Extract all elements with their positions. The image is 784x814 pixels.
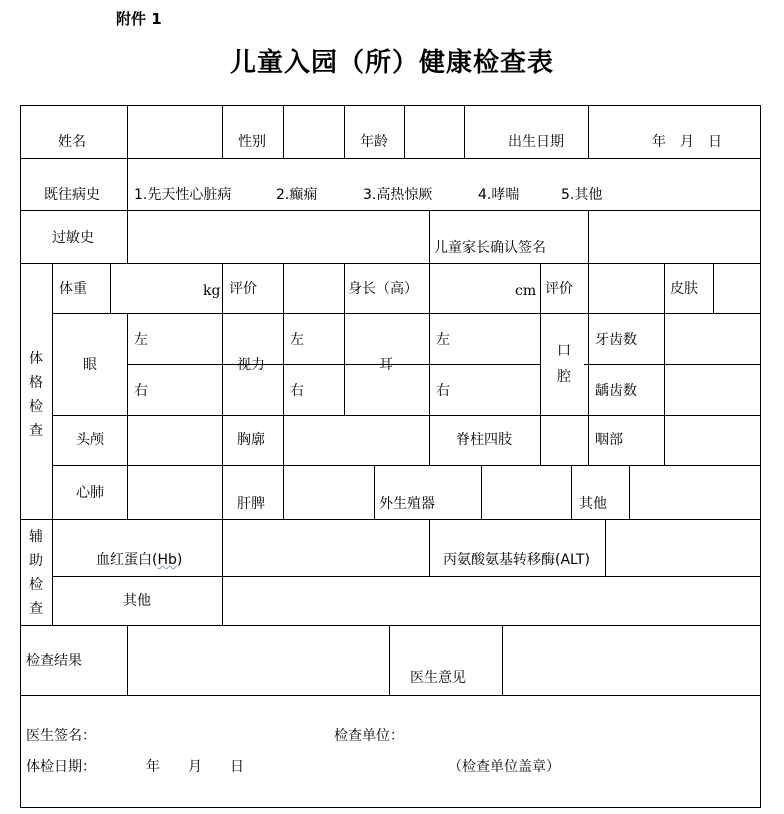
hemoglobin-label: 血红蛋白(Hb)	[96, 552, 183, 568]
col-divider	[429, 210, 430, 263]
eye-label: 眼	[83, 357, 97, 373]
stamp-label: （检查单位盖章）	[448, 759, 560, 775]
caries-count-label: 龋齿数	[595, 383, 637, 399]
name-label: 姓名	[58, 134, 86, 150]
row-divider	[127, 364, 540, 365]
col-divider	[464, 105, 465, 158]
height-eval-label: 评价	[545, 281, 573, 297]
row-divider	[20, 519, 761, 520]
col-divider	[222, 313, 223, 415]
history-option: 2.癫痫	[276, 187, 318, 203]
form-title: 儿童入园（所）健康检查表	[229, 48, 554, 78]
col-divider	[127, 158, 128, 210]
col-divider	[588, 313, 589, 415]
spine-limbs-label: 脊柱四肢	[456, 432, 512, 448]
col-divider	[481, 465, 482, 519]
gender-label: 性别	[238, 134, 266, 150]
col-divider	[222, 415, 223, 465]
col-divider	[283, 313, 284, 415]
col-divider	[222, 576, 223, 625]
col-divider	[389, 625, 390, 695]
col-divider	[588, 263, 589, 313]
col-divider	[344, 263, 345, 313]
col-divider	[588, 415, 589, 465]
heart-lung-label: 心肺	[76, 485, 104, 501]
col-divider	[344, 105, 345, 158]
age-label: 年龄	[360, 134, 388, 150]
col-divider	[283, 105, 284, 158]
teeth-count-label: 牙齿数	[595, 332, 637, 348]
col-divider	[374, 465, 375, 519]
vision-label: 视力	[237, 357, 265, 373]
history-option: 5.其他	[561, 187, 603, 203]
alt-label: 丙氨酸氨基转移酶(ALT)	[443, 552, 590, 568]
col-divider	[127, 625, 128, 695]
liver-spleen-label: 肝脾	[237, 496, 265, 512]
vision-right-label: 右	[290, 383, 304, 399]
ear-right-label: 右	[436, 383, 450, 399]
col-divider	[588, 105, 589, 158]
col-divider	[52, 263, 53, 625]
col-divider	[222, 519, 223, 576]
auxiliary-exam-section-label: 辅 助 检 查	[29, 529, 43, 617]
history-option: 1.先天性心脏病	[134, 187, 232, 203]
col-divider	[127, 105, 128, 158]
exam-date-label: 体检日期：	[26, 759, 96, 775]
row-divider	[584, 364, 761, 365]
row-divider	[20, 625, 761, 626]
history-option: 4.哮喘	[478, 187, 520, 203]
row-divider	[20, 263, 761, 264]
row-divider	[20, 210, 761, 211]
exam-result-label: 检查结果	[26, 653, 82, 669]
col-divider	[429, 415, 430, 465]
ear-left-label: 左	[436, 332, 450, 348]
exam-date-format: 年 月 日	[146, 759, 244, 775]
col-divider	[127, 415, 128, 465]
vision-left-label: 左	[290, 332, 304, 348]
col-divider	[429, 519, 430, 576]
col-divider	[713, 263, 714, 313]
physical-exam-section-label: 体 格 检 查	[29, 351, 43, 439]
row-divider	[20, 695, 761, 696]
col-divider	[127, 210, 128, 263]
col-divider	[429, 313, 430, 415]
col-divider	[344, 313, 345, 415]
col-divider	[222, 465, 223, 519]
ear-label: 耳	[379, 357, 393, 373]
col-divider	[664, 263, 665, 313]
row-divider	[52, 415, 761, 416]
col-divider	[629, 465, 630, 519]
col-divider	[588, 210, 589, 263]
birth-date-format: 年 月 日	[652, 134, 722, 150]
col-divider	[283, 263, 284, 313]
parent-sign-label: 儿童家长确认签名	[434, 240, 546, 256]
row-divider	[52, 465, 761, 466]
attachment-label: 附件 1	[116, 10, 162, 28]
col-divider	[222, 105, 223, 158]
head-label: 头颅	[76, 432, 104, 448]
col-divider	[127, 465, 128, 519]
allergy-label: 过敏史	[52, 230, 94, 246]
health-check-form	[20, 105, 761, 808]
genital-label: 外生殖器	[379, 496, 435, 512]
col-divider	[664, 313, 665, 415]
col-divider	[404, 105, 405, 158]
weight-label: 体重	[59, 281, 87, 297]
col-divider	[664, 415, 665, 465]
height-label: 身长（高）	[348, 281, 418, 297]
pharynx-label: 咽部	[595, 432, 623, 448]
col-divider	[283, 415, 284, 465]
col-divider	[605, 519, 606, 576]
chest-label: 胸廓	[237, 432, 265, 448]
birth-date-label: 出生日期	[508, 134, 564, 150]
doctor-signature-label: 医生签名：	[26, 728, 96, 744]
other-auxiliary-label: 其他	[123, 593, 151, 609]
col-divider	[429, 263, 430, 313]
skin-label: 皮肤	[670, 281, 698, 297]
weight-eval-label: 评价	[229, 281, 257, 297]
other-physical-label: 其他	[579, 496, 607, 512]
mouth-label: 口 腔	[557, 343, 571, 385]
row-divider	[52, 576, 761, 577]
col-divider	[502, 625, 503, 695]
col-divider	[571, 465, 572, 519]
history-label: 既往病史	[44, 187, 100, 203]
col-divider	[540, 313, 541, 415]
col-divider	[222, 263, 223, 313]
height-unit: cm	[515, 283, 537, 299]
row-divider	[20, 158, 761, 159]
col-divider	[540, 263, 541, 313]
col-divider	[540, 415, 541, 465]
eye-left-label: 左	[134, 332, 148, 348]
col-divider	[127, 313, 128, 415]
eye-right-label: 右	[134, 383, 148, 399]
history-option: 3.高热惊厥	[363, 187, 433, 203]
exam-unit-label: 检查单位：	[334, 728, 404, 744]
col-divider	[283, 465, 284, 519]
doctor-opinion-label: 医生意见	[410, 670, 466, 686]
col-divider	[110, 263, 111, 313]
row-divider	[52, 313, 761, 314]
weight-unit: kg	[203, 283, 221, 299]
